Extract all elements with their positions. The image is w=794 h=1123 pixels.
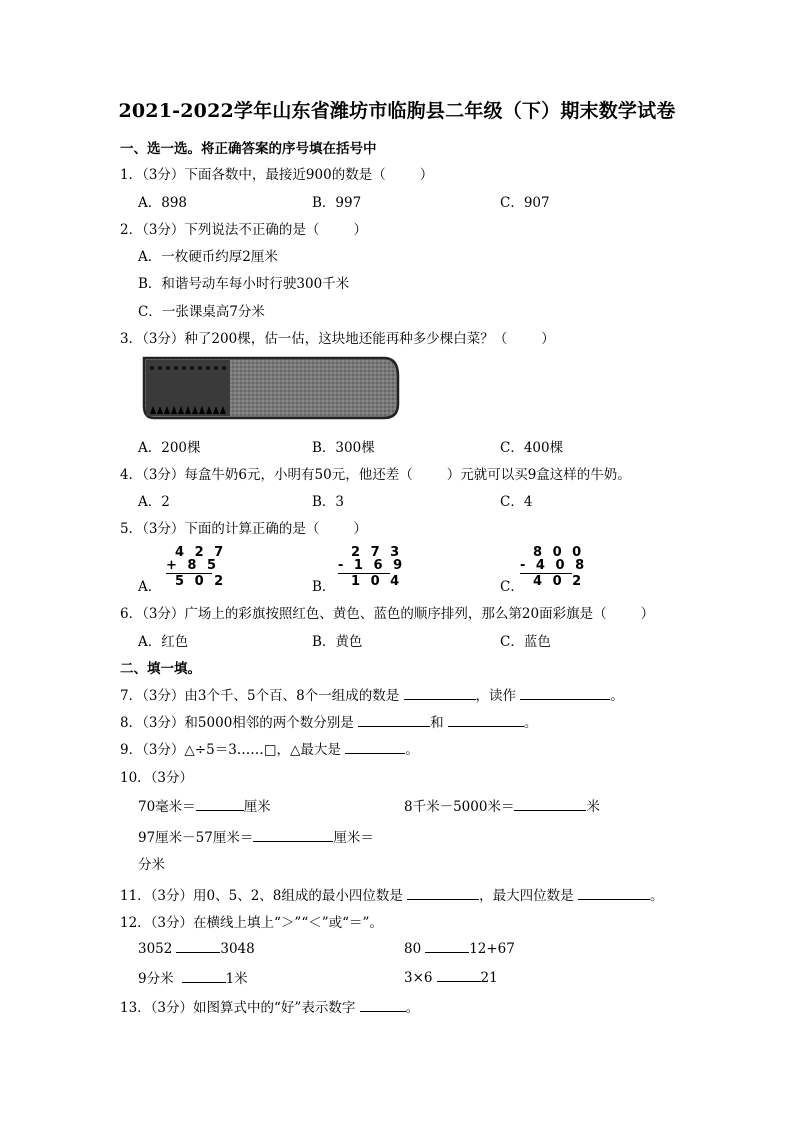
q8-blank-second[interactable] [448, 712, 524, 727]
q2-option-c: C．一张课桌高7分米 [138, 304, 265, 320]
q6-option-b: B．黄色 [312, 634, 363, 650]
q5-vertical-calc-c: 8 0 0 - 4 0 8 4 0 2 [520, 545, 588, 589]
q8-blank-first[interactable] [358, 712, 430, 727]
q10-blank-2[interactable] [514, 796, 586, 811]
q4-option-a: A．2 [138, 494, 170, 510]
section-one-heading: 一、选一选。将正确答案的序号填在括号中 [120, 141, 377, 157]
q12-blank-c[interactable] [182, 968, 226, 983]
q6-option-c: C．蓝色 [500, 634, 551, 650]
question-5: 5．（3分）下面的计算正确的是（ ） [120, 521, 367, 537]
q10-blank-1[interactable] [196, 796, 244, 811]
q1-option-b: B．997 [312, 195, 362, 211]
q12-blank-d[interactable] [437, 967, 481, 982]
question-3: 3．（3分）种了200棵，估一估，这块地还能再种多少棵白菜？（ ） [120, 331, 555, 347]
q5-option-c: C． [500, 579, 524, 595]
q10-line-1a: 70毫米＝ 厘米 [138, 795, 271, 815]
question-11: 11．（3分）用0、5、2、8组成的最小四位数是 ，最大四位数是 。 [120, 884, 663, 904]
question-12: 12．（3分）在横线上填上“＞”“＜”或“＝”。 [120, 915, 383, 931]
q12-compare-c: 9分米 1米 [138, 967, 248, 987]
q4-option-b: B．3 [312, 494, 345, 510]
q10-line-2: 97厘米－57厘米＝ 厘米＝ [138, 826, 374, 846]
q12-compare-b: 80 12+67 [404, 938, 515, 957]
q3-option-c: C．400棵 [500, 440, 564, 456]
q10-line-3: 分米 [138, 857, 165, 873]
question-1: 1．（3分）下面各数中，最接近900的数是（ ） [120, 167, 434, 183]
q2-option-a: A．一枚硬币约厚2厘米 [138, 249, 278, 265]
question-7: 7．（3分）由3个千、5个百、8个一组成的数是 ，读作 。 [120, 684, 624, 704]
q5-option-a: A． [138, 579, 162, 595]
q3-option-a: A．200棵 [138, 440, 201, 456]
q10-line-1b: 8千米－5000米＝ 米 [404, 795, 600, 815]
q6-option-a: A．红色 [138, 634, 189, 650]
q7-blank-reading[interactable] [520, 685, 610, 700]
question-6: 6．（3分）广场上的彩旗按照红色、黄色、蓝色的顺序排列，那么第20面彩旗是（ ） [120, 606, 655, 622]
page-title: 2021-2022学年山东省潍坊市临朐县二年级（下）期末数学试卷 [118, 100, 676, 122]
q1-option-a: A．898 [138, 195, 188, 211]
q2-option-b: B．和谐号动车每小时行驶300千米 [138, 276, 350, 292]
question-8: 8．（3分）和5000相邻的两个数分别是 和 。 [120, 711, 537, 731]
q3-option-b: B．300棵 [312, 440, 375, 456]
question-9: 9．（3分）△÷5＝3……□，△最大是 。 [120, 738, 419, 758]
q1-option-c: C．907 [500, 195, 550, 211]
q12-blank-b[interactable] [425, 938, 469, 953]
q5-option-b: B． [312, 579, 336, 595]
q5-vertical-calc-b: 2 7 3 - 1 6 9 1 0 4 [338, 545, 406, 589]
q11-blank-min[interactable] [407, 885, 479, 900]
section-two-heading: 二、填一填。 [120, 661, 201, 677]
q4-option-c: C．4 [500, 494, 533, 510]
question-2: 2．（3分）下列说法不正确的是（ ） [120, 222, 367, 238]
q12-compare-d: 3×6 21 [404, 967, 498, 986]
q10-blank-3[interactable] [253, 827, 333, 842]
q7-blank-number[interactable] [404, 685, 476, 700]
q5-vertical-calc-a: 4 2 7 + 8 5 5 0 2 [166, 545, 227, 589]
q13-blank[interactable] [360, 997, 406, 1012]
q11-blank-max[interactable] [578, 885, 650, 900]
question-13: 13．（3分）如图算式中的“好”表示数字 。 [120, 996, 419, 1016]
q9-blank[interactable] [345, 739, 405, 754]
question-4: 4．（3分）每盒牛奶6元，小明有50元，他还差（ ）元就可以买9盒这样的牛奶。 [120, 467, 631, 483]
q12-compare-a: 3052 3048 [138, 938, 255, 957]
q12-blank-a[interactable] [176, 938, 220, 953]
question-10: 10．（3分） [120, 770, 194, 786]
cabbage-field-image [140, 354, 402, 424]
